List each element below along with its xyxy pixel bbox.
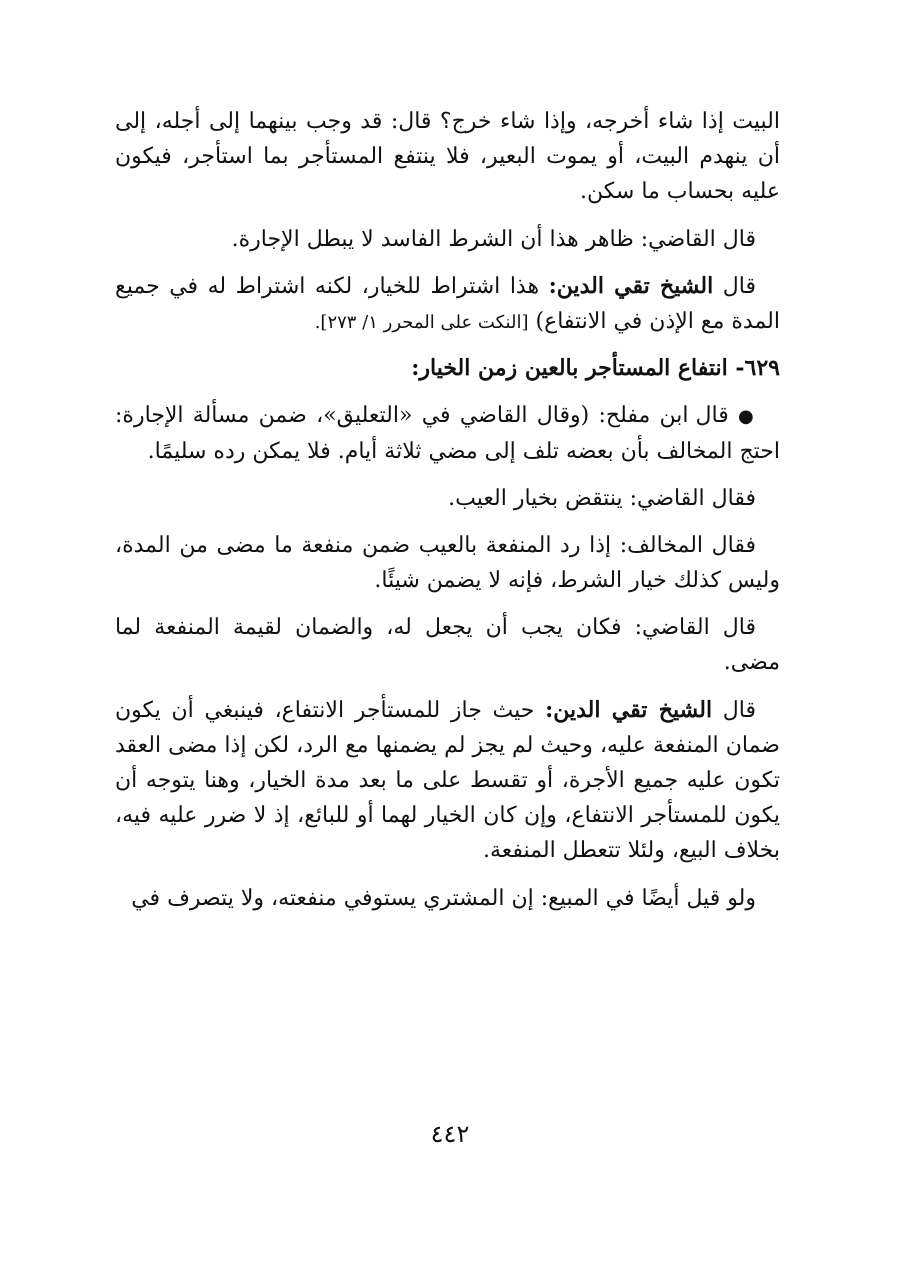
paragraph-3-lead: قال <box>722 273 756 299</box>
paragraph-3 <box>115 269 780 339</box>
paragraph-1-text: البيت إذا شاء أخرجه، وإذا شاء خرج؟ قال: قد وجب بينهما إلى أجله، إلى أن ينهدم البيت، أو يموت البعير، فلا ينتفع المستأجر بما استأجر، فيكون عليه بحساب ما سكن. <box>115 109 780 205</box>
paragraph-9-text: ولو قيل أيضًا في المبيع: إن المشتري يستوفي منفعته، ولا يتصرف في <box>131 885 756 911</box>
paragraph-5-text: فقال القاضي: ينتقض بخيار العيب. <box>448 485 756 511</box>
paragraph-6 <box>115 528 780 598</box>
paragraph-3-text: هذا اشتراط للخيار، لكنه اشتراط له في جميع المدة مع الإذن في الانتفاع) <box>115 273 780 334</box>
paragraph-1 <box>115 104 780 210</box>
paragraph-3-reference: [النكت على المحرر ١/ ٢٧٣]. <box>314 311 529 333</box>
paragraph-3-speaker: الشيخ تقي الدين: <box>548 272 714 299</box>
paragraph-2 <box>115 222 780 257</box>
paragraph-8-lead: قال <box>722 697 756 723</box>
paragraph-9 <box>115 881 780 916</box>
paragraph-5 <box>115 481 780 516</box>
bullet-icon: ● <box>738 406 756 428</box>
page-number: ٤٤٢ <box>430 1120 470 1148</box>
paragraph-4 <box>115 398 780 468</box>
paragraph-2-text: قال القاضي: ظاهر هذا أن الشرط الفاسد لا يبطل الإجارة. <box>231 226 756 252</box>
paragraph-7-text: قال القاضي: فكان يجب أن يجعل له، والضمان لقيمة المنفعة لما مضى. <box>115 615 780 676</box>
paragraph-4-text: قال ابن مفلح: (وقال القاضي في «التعليق»، ضمن مسألة الإجارة: احتج المخالف بأن بعضه تلف إلى مضي ثلاثة أيام. فلا يمكن رده سليمًا. <box>115 403 780 464</box>
paragraph-8 <box>115 693 780 869</box>
paragraph-7 <box>115 610 780 680</box>
paragraph-6-text: فقال المخالف: إذا رد المنفعة بالعيب ضمن منفعة ما مضى من المدة، وليس كذلك خيار الشرط، فإنه لا يضمن شيئًا. <box>115 532 780 594</box>
section-heading <box>115 351 780 386</box>
paragraph-8-text: حيث جاز للمستأجر الانتفاع، فينبغي أن يكون ضمان المنفعة عليه، وحيث لم يجز لم يضمنها مع الرد، لكن إذا مضى العقد تكون عليه جميع الأجرة، أو تقسط على ما بعد مدة الخيار، وهنا يتوجه أن يكون للمستأجر الانتفاع، وإن كان الخيار لهما أو للبائع، إذ لا ضرر عليه فيه، بخلاف البيع، ولئلا تتعطل المنفعة. <box>115 697 780 864</box>
paragraph-8-speaker: الشيخ تقي الدين: <box>545 696 713 723</box>
section-heading-text: ٦٢٩- انتفاع المستأجر بالعين زمن الخيار: <box>411 355 780 382</box>
page-body <box>115 104 780 928</box>
